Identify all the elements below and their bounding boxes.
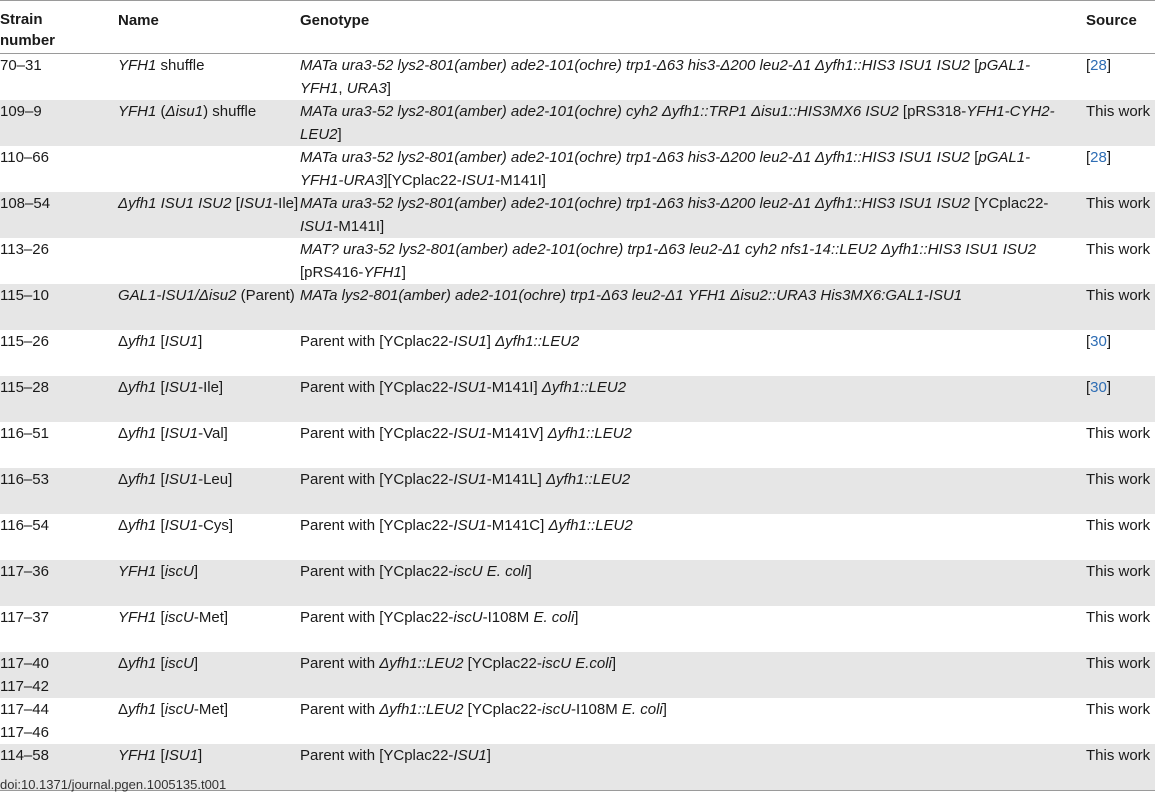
source-cell	[1086, 514, 1155, 560]
italic-text: ISU1	[461, 172, 496, 189]
text-run: [	[970, 149, 979, 166]
text-run: [	[156, 333, 165, 350]
text-run: ]	[386, 80, 391, 97]
text-run: -M141I]	[333, 218, 385, 235]
text-run: [	[156, 471, 165, 488]
italic-text: ISU1	[164, 379, 199, 396]
text-run: ]	[198, 333, 203, 350]
table-row	[0, 238, 1155, 284]
table-row	[0, 146, 1155, 192]
strain-number-cell: 108–54	[0, 192, 118, 238]
italic-text: ISU1	[164, 471, 199, 488]
header-strain-number: Strain number	[0, 11, 56, 49]
italic-text: Δyfh1::LEU2	[495, 333, 580, 350]
italic-text: ISU1	[453, 471, 487, 488]
italic-text: iscU	[164, 609, 194, 626]
text-run: ]	[1106, 149, 1112, 166]
italic-text: pGAL1-YFH1-URA3	[300, 149, 1031, 189]
italic-text: YFH1-CYH2-LEU2	[300, 103, 1055, 143]
text-run: -Leu]	[198, 471, 233, 488]
text-run: -Met]	[193, 701, 229, 718]
genotype-cell	[300, 100, 1086, 146]
table-row	[0, 284, 1155, 330]
text-run: ]	[527, 563, 532, 580]
italic-text: MATa ura3-52 lys2-801(amber) ade2-101(ochre) trp1-Δ63 his3-Δ200 leu2-Δ1 Δyfh1::HIS3 ISU1 ISU2	[300, 57, 971, 74]
strain-name-cell	[118, 698, 300, 744]
italic-text: Δyfh1::LEU2	[379, 701, 464, 718]
text-run: ][YCplac22-	[383, 172, 462, 189]
table-row	[0, 560, 1155, 606]
text-run: (	[156, 103, 166, 120]
italic-text: YFH1	[118, 103, 157, 120]
text-run: [YCplac22-	[970, 195, 1049, 212]
table-row	[0, 652, 1155, 698]
text-run: -M141I]	[486, 379, 542, 396]
italic-text: yfh1	[128, 425, 157, 442]
text-run: shuffle	[156, 57, 205, 74]
italic-text: iscU	[164, 563, 194, 580]
italic-text: ISU1	[453, 425, 487, 442]
text-run: [	[156, 747, 165, 764]
strain-number-cell: 117–44 117–46	[0, 701, 49, 741]
strain-number-cell: 70–31	[0, 57, 42, 74]
table-row	[0, 100, 1155, 146]
genotype-cell	[300, 54, 1086, 101]
text-run: ]	[337, 126, 342, 143]
italic-text: yfh1	[128, 333, 157, 350]
header-source: Source	[1086, 12, 1137, 29]
strain-number-cell: 109–9	[0, 100, 118, 146]
text-run: [pRS416-	[300, 264, 364, 281]
text-run: Δ	[118, 655, 129, 672]
text-run: (Parent)	[236, 287, 295, 304]
text-run: ,	[338, 80, 347, 97]
strain-name-cell	[118, 330, 300, 376]
text-run: Δ	[118, 701, 129, 718]
italic-text: ISU1	[300, 218, 334, 235]
text-run: Parent with [YCplac22-	[300, 609, 454, 626]
text-run: -Cys]	[198, 517, 234, 534]
genotype-cell	[300, 744, 1086, 791]
source-cell	[1086, 698, 1155, 744]
header-genotype: Genotype	[300, 12, 370, 29]
italic-text: E. coli	[621, 701, 663, 718]
text-run: [	[1086, 57, 1091, 74]
genotype-cell	[300, 560, 1086, 606]
genotype-cell	[300, 192, 1086, 238]
text-run: This work	[1086, 471, 1151, 488]
text-run: -M141L]	[486, 471, 546, 488]
text-run: [	[156, 563, 165, 580]
italic-text: MATa ura3-52 lys2-801(amber) ade2-101(ochre) trp1-Δ63 his3-Δ200 leu2-Δ1 Δyfh1::HIS3 ISU1 ISU2	[300, 149, 971, 166]
text-run: This work	[1086, 195, 1151, 212]
italic-text: MATa lys2-801(amber) ade2-101(ochre) trp1-Δ63 leu2-Δ1 YFH1 Δisu2::URA3 His3MX6:GAL1-ISU1	[300, 287, 963, 304]
source-cell	[1086, 560, 1155, 606]
text-run: -Ile]	[198, 379, 224, 396]
italic-text: E. coli	[533, 609, 575, 626]
text-run: ) shuffle	[203, 103, 257, 120]
italic-text: iscU	[164, 655, 194, 672]
source-cell	[1086, 468, 1155, 514]
italic-text: Δyfh1::LEU2	[548, 517, 633, 534]
italic-text: Δyfh1 ISU1 ISU2	[118, 195, 232, 212]
source-cell	[1086, 100, 1155, 146]
table-header	[0, 1, 1155, 54]
strain-name-cell	[118, 652, 300, 698]
genotype-cell	[300, 238, 1086, 284]
header-name: Name	[118, 12, 159, 29]
italic-text: ISU1	[164, 517, 199, 534]
text-run: [YCplac22-	[463, 701, 542, 718]
genotype-cell	[300, 284, 1086, 330]
text-run: Δ	[118, 379, 129, 396]
reference-link[interactable]: 28	[1090, 57, 1107, 74]
text-run: Parent with	[300, 655, 380, 672]
strain-name-cell	[118, 238, 300, 284]
table-row	[0, 468, 1155, 514]
italic-text: yfh1	[128, 471, 157, 488]
text-run: Δ	[118, 333, 129, 350]
text-run: [	[156, 609, 165, 626]
strain-number-cell: 117–37	[0, 609, 49, 626]
italic-text: YFH1	[118, 563, 157, 580]
text-run: Parent with [YCplac22-	[300, 563, 454, 580]
text-run: This work	[1086, 425, 1151, 442]
source-cell	[1086, 54, 1155, 101]
strain-name-cell	[118, 606, 300, 652]
text-run: ]	[1106, 57, 1112, 74]
text-run: Parent with [YCplac22-	[300, 379, 454, 396]
italic-text: iscU E.coli	[541, 655, 612, 672]
italic-text: ISU1	[239, 195, 274, 212]
italic-text: ISU1	[164, 747, 199, 764]
reference-link[interactable]: 30	[1090, 379, 1107, 396]
strain-name-cell	[118, 146, 300, 192]
italic-text: ISU1	[164, 425, 199, 442]
italic-text: Δyfh1::LEU2	[541, 379, 627, 396]
text-run: -I108M	[571, 701, 622, 718]
text-run: [	[231, 195, 240, 212]
text-run: [	[1086, 149, 1091, 166]
text-run: This work	[1086, 563, 1151, 580]
text-run: Parent with [YCplac22-	[300, 425, 454, 442]
italic-text: yfh1	[128, 701, 157, 718]
text-run: ]	[574, 609, 579, 626]
genotype-cell	[300, 514, 1086, 560]
text-run: -Met]	[193, 609, 229, 626]
strain-number-cell: 117–40 117–42	[0, 652, 118, 698]
text-run: ]	[401, 264, 406, 281]
text-run: -M141I]	[495, 172, 546, 189]
table-row	[0, 376, 1155, 422]
italic-text: Δyfh1::LEU2	[547, 425, 632, 442]
text-run: -M141V]	[486, 425, 548, 442]
text-run: ]	[486, 747, 491, 764]
text-run: This work	[1086, 701, 1151, 718]
text-run: Parent with [YCplac22-	[300, 333, 454, 350]
italic-text: yfh1	[128, 655, 157, 672]
genotype-cell	[300, 330, 1086, 376]
text-run: [	[156, 655, 165, 672]
text-run: [pRS318-	[898, 103, 967, 120]
italic-text: MAT? ura3-52 lys2-801(amber) ade2-101(ochre) trp1-Δ63 leu2-Δ1 cyh2 nfs1-14::LEU2 Δyfh1::HIS3 ISU1 ISU2	[300, 241, 1037, 258]
text-run: This work	[1086, 609, 1151, 626]
text-run: Parent with [YCplac22-	[300, 517, 454, 534]
italic-text: iscU E. coli	[453, 563, 528, 580]
table-body	[0, 54, 1155, 791]
text-run: This work	[1086, 517, 1151, 534]
strain-number-cell: 114–58	[0, 744, 118, 791]
italic-text: iscU	[453, 609, 483, 626]
italic-text: Δyfh1::LEU2	[545, 471, 631, 488]
table-row	[0, 330, 1155, 376]
source-cell	[1086, 744, 1155, 791]
strain-name-cell	[118, 100, 300, 146]
source-cell	[1086, 376, 1155, 422]
text-run: -Val]	[198, 425, 228, 442]
text-run: ]	[193, 655, 199, 672]
header-row	[0, 1, 1155, 54]
text-run: ]	[1106, 333, 1112, 350]
text-run: [	[156, 379, 165, 396]
source-cell	[1086, 238, 1155, 284]
strain-name-cell	[118, 422, 300, 468]
italic-text: Δisu1	[165, 103, 204, 120]
genotype-cell	[300, 146, 1086, 192]
text-run: [YCplac22-	[463, 655, 542, 672]
text-run: This work	[1086, 655, 1151, 672]
italic-text: yfh1	[128, 517, 157, 534]
source-cell	[1086, 422, 1155, 468]
text-run: Parent with [YCplac22-	[300, 471, 454, 488]
strain-name-cell	[118, 284, 300, 330]
italic-text: pGAL1-YFH1	[300, 57, 1031, 97]
text-run: Parent with [YCplac22-	[300, 747, 454, 764]
text-run: [	[1086, 379, 1091, 396]
text-run: -M141C]	[486, 517, 549, 534]
text-run: This work	[1086, 747, 1151, 764]
text-run: [	[970, 57, 979, 74]
doi-caption: doi:10.1371/journal.pgen.1005135.t001	[0, 777, 227, 792]
strain-number-cell: 116–53	[0, 468, 118, 514]
italic-text: yfh1	[128, 379, 157, 396]
strain-number-cell: 113–26	[0, 241, 49, 258]
text-run: [	[156, 701, 165, 718]
text-run: This work	[1086, 287, 1151, 304]
source-cell	[1086, 330, 1155, 376]
text-run: This work	[1086, 241, 1151, 258]
text-run: ]	[193, 563, 199, 580]
text-run: ]	[611, 655, 617, 672]
text-run: ]	[662, 701, 667, 718]
italic-text: MATa ura3-52 lys2-801(amber) ade2-101(ochre) cyh2 Δyfh1::TRP1 Δisu1::HIS3MX6 ISU2	[300, 103, 899, 120]
strain-name-cell	[118, 560, 300, 606]
text-run: ]	[198, 747, 203, 764]
table-row	[0, 698, 1155, 744]
reference-link[interactable]: 30	[1090, 333, 1107, 350]
reference-link[interactable]: 28	[1090, 149, 1107, 166]
table-row	[0, 606, 1155, 652]
strain-number-cell: 110–66	[0, 149, 49, 166]
table-row	[0, 422, 1155, 468]
italic-text: ISU1	[453, 379, 487, 396]
strain-number-cell: 115–28	[0, 376, 118, 422]
italic-text: YFH1	[118, 747, 157, 764]
italic-text: YFH1	[363, 264, 402, 281]
italic-text: ISU1	[164, 333, 199, 350]
italic-text: ISU1	[453, 517, 487, 534]
table-row	[0, 54, 1155, 101]
text-run: [	[156, 425, 165, 442]
genotype-cell	[300, 376, 1086, 422]
source-cell	[1086, 652, 1155, 698]
source-cell	[1086, 192, 1155, 238]
text-run: [	[156, 517, 165, 534]
genotype-cell	[300, 606, 1086, 652]
source-cell	[1086, 606, 1155, 652]
genotype-cell	[300, 422, 1086, 468]
italic-text: iscU	[164, 701, 194, 718]
italic-text: GAL1-ISU1/Δisu2	[118, 287, 237, 304]
text-run: ]	[486, 333, 496, 350]
strain-name-cell	[118, 376, 300, 422]
italic-text: MATa ura3-52 lys2-801(amber) ade2-101(ochre) trp1-Δ63 his3-Δ200 leu2-Δ1 Δyfh1::HIS3 ISU1 ISU2	[300, 195, 971, 212]
text-run: [	[1086, 333, 1091, 350]
italic-text: ISU1	[453, 333, 487, 350]
text-run: -Ile]	[273, 195, 299, 212]
italic-text: URA3	[346, 80, 387, 97]
text-run: Parent with	[300, 701, 380, 718]
text-run: ]	[1106, 379, 1112, 396]
genotype-cell	[300, 468, 1086, 514]
strain-name-cell	[118, 468, 300, 514]
strain-number-cell: 115–10	[0, 284, 118, 330]
italic-text: YFH1	[118, 609, 157, 626]
table-row	[0, 514, 1155, 560]
strain-name-cell	[118, 192, 300, 238]
italic-text: Δyfh1::LEU2	[379, 655, 464, 672]
strain-number-cell: 116–54	[0, 517, 49, 534]
source-cell	[1086, 284, 1155, 330]
strain-number-cell: 117–36	[0, 560, 118, 606]
strain-name-cell	[118, 514, 300, 560]
strain-number-cell: 115–26	[0, 333, 49, 350]
genotype-cell	[300, 652, 1086, 698]
genotype-cell	[300, 698, 1086, 744]
italic-text: YFH1	[118, 57, 157, 74]
strain-name-cell	[118, 54, 300, 101]
text-run: Δ	[118, 425, 129, 442]
table-row	[0, 192, 1155, 238]
italic-text: iscU	[541, 701, 572, 718]
text-run: This work	[1086, 103, 1151, 120]
strain-number-cell: 116–51	[0, 425, 49, 442]
text-run: Δ	[118, 517, 129, 534]
text-run: Δ	[118, 471, 129, 488]
text-run: -I108M	[482, 609, 534, 626]
source-cell	[1086, 146, 1155, 192]
italic-text: ISU1	[453, 747, 487, 764]
